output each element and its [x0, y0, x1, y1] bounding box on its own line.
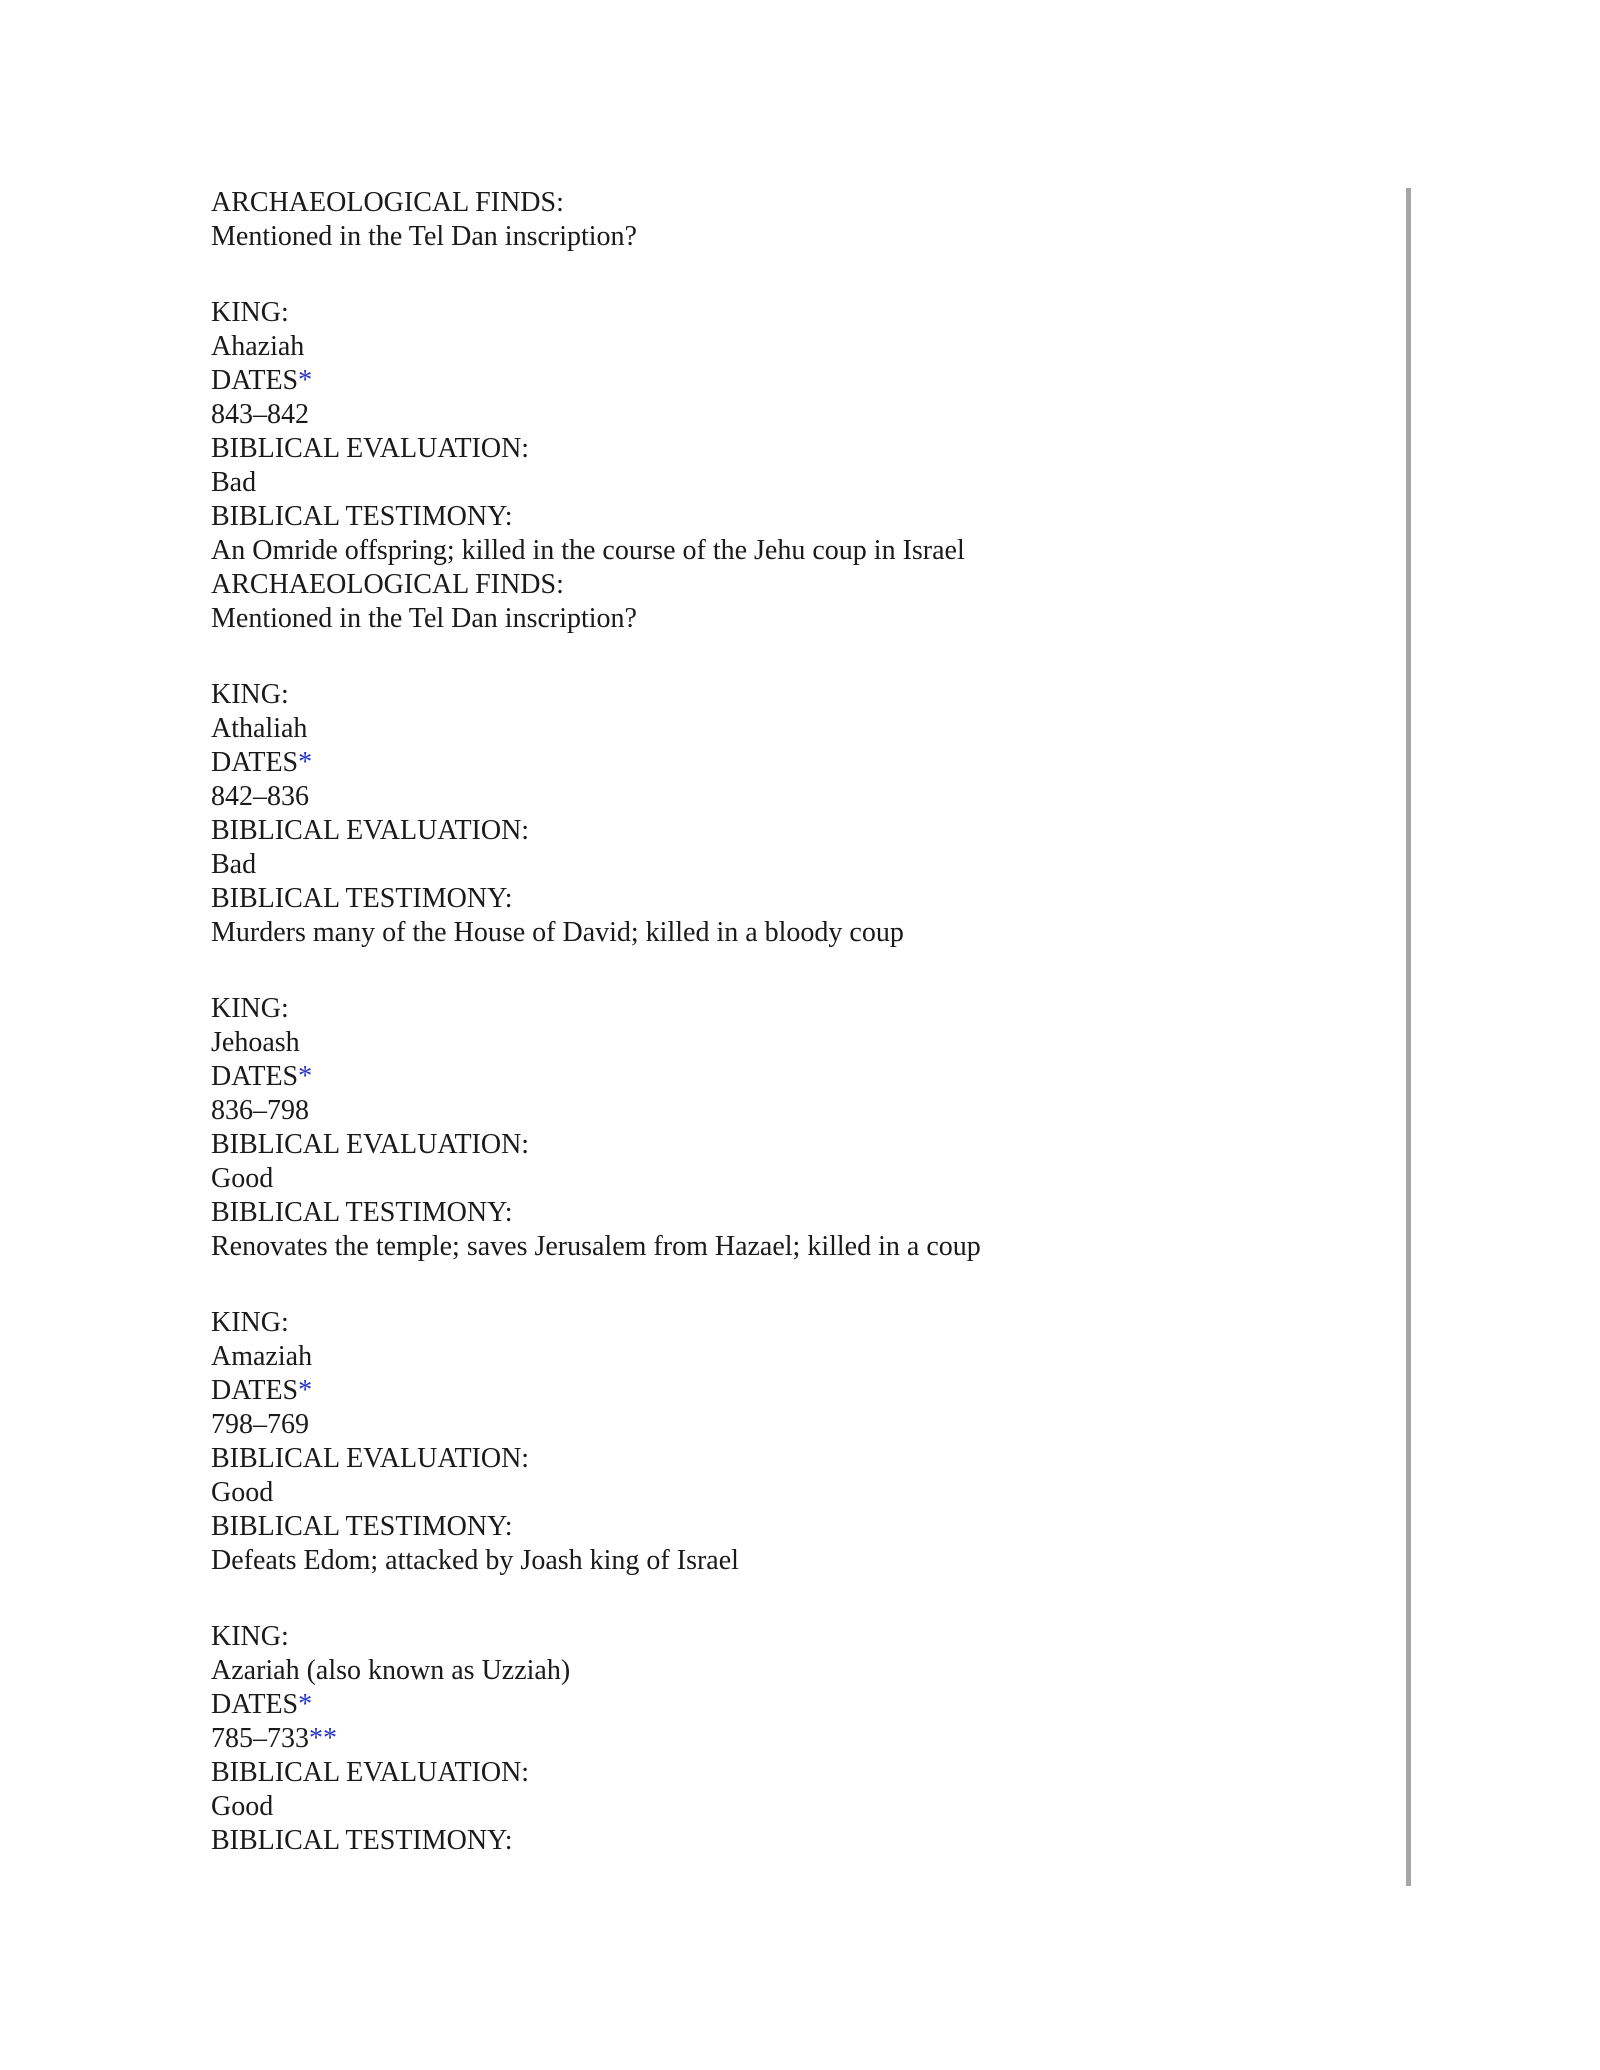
archaeological-finds-label: ARCHAEOLOGICAL FINDS:: [211, 569, 564, 600]
king-name: Athaliah: [211, 713, 308, 744]
dates-label: DATES: [211, 1061, 299, 1092]
testimony-label: BIBLICAL TESTIMONY:: [211, 1197, 513, 1228]
dates-value: 842–836: [211, 781, 309, 812]
testimony-label: BIBLICAL TESTIMONY:: [211, 883, 513, 914]
evaluation-label: BIBLICAL EVALUATION:: [211, 1129, 530, 1160]
dates-value: 836–798: [211, 1095, 309, 1126]
testimony-label: BIBLICAL TESTIMONY:: [211, 1511, 513, 1542]
dates-label-line: [211, 364, 1361, 398]
dates-label: DATES: [211, 747, 299, 778]
king-name: Azariah (also known as Uzziah): [211, 1655, 571, 1686]
archaeological-finds-value: Mentioned in the Tel Dan inscription?: [211, 221, 637, 252]
king-entry-amaziah: [211, 1306, 1361, 1578]
evaluation-label: BIBLICAL EVALUATION:: [211, 433, 530, 464]
dates-value: 798–769: [211, 1409, 309, 1440]
archaeological-finds-label: ARCHAEOLOGICAL FINDS:: [211, 187, 564, 218]
king-label: KING:: [211, 679, 289, 710]
right-margin-rule: [1406, 188, 1411, 1886]
king-label: KING:: [211, 993, 289, 1024]
testimony-label: BIBLICAL TESTIMONY:: [211, 1825, 513, 1856]
dates-label: DATES: [211, 365, 299, 396]
dates-value: 785–733: [211, 1723, 309, 1754]
dates-label-line: [211, 746, 1361, 780]
evaluation-value: Good: [211, 1163, 274, 1194]
king-entry-athaliah: [211, 678, 1361, 950]
evaluation-label: BIBLICAL EVALUATION:: [211, 815, 530, 846]
text-column: [211, 186, 1361, 1858]
evaluation-value: Good: [211, 1477, 274, 1508]
evaluation-label: BIBLICAL EVALUATION:: [211, 1757, 530, 1788]
dates-value: 843–842: [211, 399, 309, 430]
king-entry-jehoash: [211, 992, 1361, 1264]
king-label: KING:: [211, 1307, 289, 1338]
evaluation-value: Bad: [211, 849, 257, 880]
dates-label: DATES: [211, 1375, 299, 1406]
dates-footnote-marker[interactable]: *: [298, 1375, 313, 1406]
king-name: Jehoash: [211, 1027, 300, 1058]
dates-label-line: [211, 1374, 1361, 1408]
dates-value-line: [211, 1722, 1361, 1756]
dates-footnote-marker[interactable]: *: [298, 747, 313, 778]
dates-label-line: [211, 1688, 1361, 1722]
king-name: Ahaziah: [211, 331, 305, 362]
dates-footnote-marker[interactable]: *: [298, 1689, 313, 1720]
testimony-label: BIBLICAL TESTIMONY:: [211, 501, 513, 532]
dates-label-line: [211, 1060, 1361, 1094]
testimony-value: Defeats Edom; attacked by Joash king of Israel: [211, 1545, 739, 1576]
dates-footnote-marker[interactable]: *: [298, 365, 313, 396]
archaeological-finds-value: Mentioned in the Tel Dan inscription?: [211, 603, 637, 634]
king-label: KING:: [211, 297, 289, 328]
king-label: KING:: [211, 1621, 289, 1652]
evaluation-value: Good: [211, 1791, 274, 1822]
dates-label: DATES: [211, 1689, 299, 1720]
testimony-value: Murders many of the House of David; killed in a bloody coup: [211, 917, 904, 948]
king-entry-ahaziah: [211, 296, 1361, 636]
evaluation-label: BIBLICAL EVALUATION:: [211, 1443, 530, 1474]
testimony-value: Renovates the temple; saves Jerusalem from Hazael; killed in a coup: [211, 1231, 981, 1262]
dates-value-footnote-marker[interactable]: **: [309, 1723, 337, 1754]
evaluation-value: Bad: [211, 467, 257, 498]
dates-footnote-marker[interactable]: *: [298, 1061, 313, 1092]
testimony-value: An Omride offspring; killed in the course of the Jehu coup in Israel: [211, 535, 965, 566]
king-entry-azariah: [211, 1620, 1361, 1858]
king-name: Amaziah: [211, 1341, 313, 1372]
